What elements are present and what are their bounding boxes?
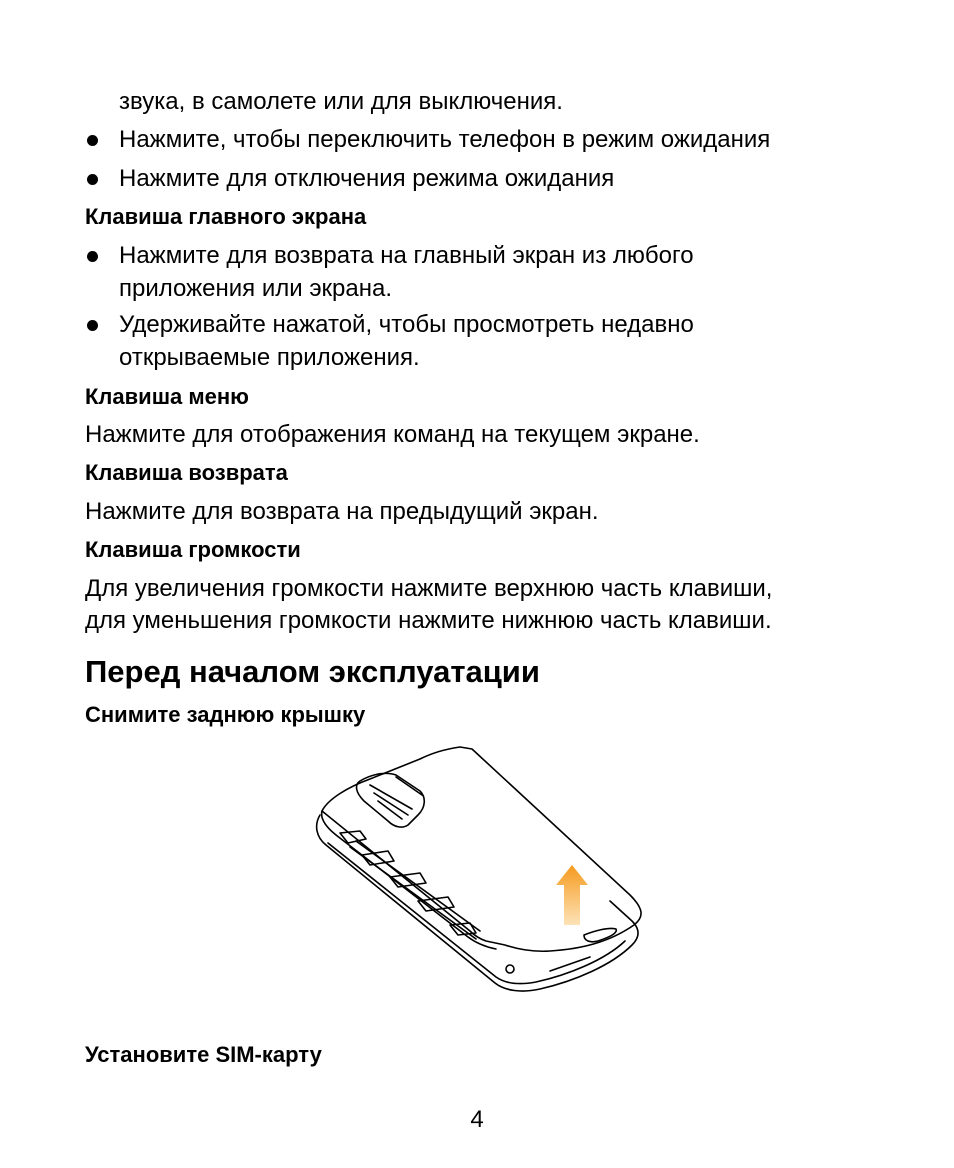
menu-key-heading: Клавиша меню — [85, 384, 249, 409]
remove-cover-heading: Снимите заднюю крышку — [85, 702, 366, 727]
volume-key-text-line-2: для уменьшения громкости нажмите нижнюю часть клавиши. — [85, 607, 772, 634]
camera-module — [357, 773, 425, 827]
bullet-icon — [87, 320, 98, 331]
section-title: Перед началом эксплуатации — [85, 654, 540, 689]
back-key-text: Нажмите для возврата на предыдущий экран. — [85, 498, 599, 525]
home-key-bullet-1-line-1: Нажмите для возврата на главный экран из любого — [119, 242, 694, 269]
bullet-icon — [87, 174, 98, 185]
bullet-icon — [87, 251, 98, 262]
back-cover — [322, 747, 641, 951]
home-key-bullet-2-line-2: открываемые приложения. — [119, 344, 420, 371]
menu-key-text: Нажмите для отображения команд на текущем экране. — [85, 421, 700, 448]
camera-lens — [370, 785, 412, 819]
intro-bullet-1: Нажмите, чтобы переключить телефон в режим ожидания — [119, 126, 771, 153]
intro-continuation: звука, в самолете или для выключения. — [119, 88, 563, 115]
intro-bullet-2: Нажмите для отключения режима ожидания — [119, 165, 615, 192]
home-key-bullet-2-line-1: Удерживайте нажатой, чтобы просмотреть недавно — [119, 311, 694, 338]
volume-key-text-line-1: Для увеличения громкости нажмите верхнюю часть клавиши, — [85, 575, 773, 602]
home-key-bullet-1-line-2: приложения или экрана. — [119, 275, 393, 302]
lift-arrow-icon — [556, 865, 588, 925]
page-number: 4 — [470, 1106, 484, 1133]
back-key-heading: Клавиша возврата — [85, 460, 288, 485]
bullet-icon — [87, 135, 98, 146]
home-key-heading: Клавиша главного экрана — [85, 204, 367, 229]
port-hole — [506, 965, 514, 973]
speaker-grille — [584, 928, 616, 941]
remove-back-cover-illustration — [300, 735, 660, 1005]
volume-key-heading: Клавиша громкости — [85, 537, 301, 562]
camera-flash — [396, 777, 422, 795]
bottom-edge-detail — [550, 957, 590, 971]
install-sim-heading: Установите SIM-карту — [85, 1042, 322, 1067]
